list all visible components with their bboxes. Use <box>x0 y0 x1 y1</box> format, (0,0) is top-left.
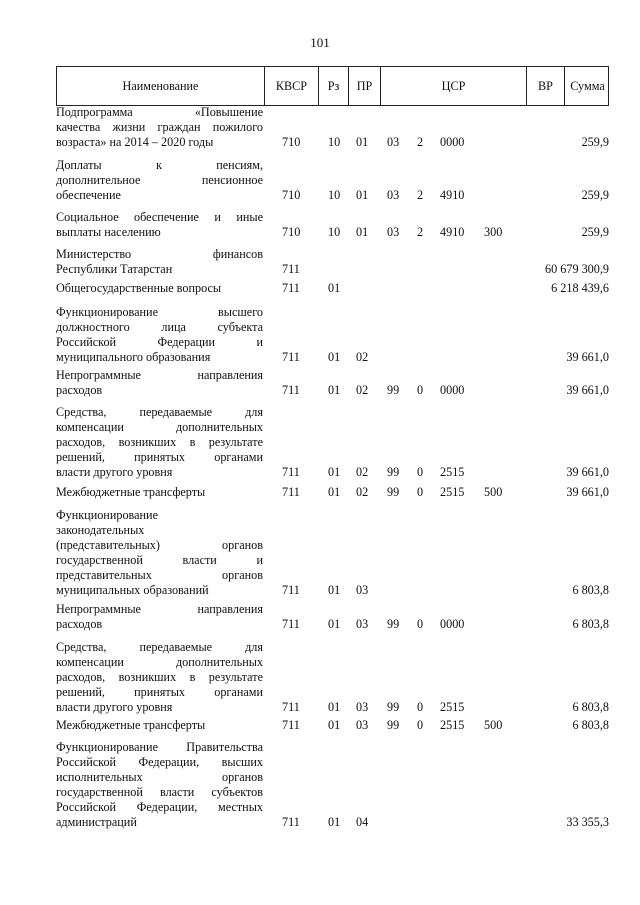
row-name-line: муниципального образования <box>56 350 211 364</box>
row-sum: 259,9 <box>581 135 609 149</box>
table-row <box>56 405 609 480</box>
row-name <box>56 368 263 398</box>
row-name-line: компенсации дополнительных <box>56 420 263 434</box>
row-sum: 39 661,0 <box>566 485 609 499</box>
row-name-line: Функционирование <box>56 508 158 522</box>
row-name-line: компенсации дополнительных <box>56 655 263 669</box>
table-row <box>56 602 609 632</box>
row-name-line: Российской Федерации, местных <box>56 800 263 814</box>
row-pr: 03 <box>356 617 369 631</box>
row-sum: 6 218 439,6 <box>551 281 609 295</box>
row-csr-direction: 0000 <box>440 383 465 397</box>
row-name <box>56 405 263 480</box>
row-kvsr: 711 <box>282 718 300 732</box>
row-sum: 33 355,3 <box>566 815 609 829</box>
row-name-line: власти другого уровня <box>56 700 173 714</box>
row-rz: 01 <box>328 583 341 597</box>
row-name-line: (представительных) органов <box>56 538 263 552</box>
row-name-line: представительных органов <box>56 568 263 582</box>
table-row <box>56 281 609 296</box>
row-sum: 39 661,0 <box>566 383 609 397</box>
row-name-line: Непрограммные направления <box>56 602 263 616</box>
row-csr-subprogram: 2 <box>417 225 424 239</box>
row-csr-direction: 4910 <box>440 225 465 239</box>
row-csr-subprogram: 0 <box>417 700 424 714</box>
row-name-line: Функционирование высшего <box>56 305 263 319</box>
row-name-line: Средства, передаваемые для <box>56 640 263 654</box>
row-rz: 10 <box>328 188 341 202</box>
row-kvsr: 710 <box>282 188 301 202</box>
row-csr-program: 03 <box>387 135 400 149</box>
table-row <box>56 158 609 203</box>
row-rz: 01 <box>328 700 341 714</box>
row-kvsr: 710 <box>282 225 301 239</box>
row-name <box>56 105 263 150</box>
row-rz: 10 <box>328 225 341 239</box>
header-pr: ПР <box>349 67 381 105</box>
row-name-line: власти другого уровня <box>56 465 173 479</box>
row-name-line: обеспечение <box>56 188 121 202</box>
row-kvsr: 711 <box>282 617 300 631</box>
row-csr-direction: 0000 <box>440 617 465 631</box>
header-sum: Сумма <box>570 79 605 93</box>
row-csr-program: 99 <box>387 485 400 499</box>
row-csr-program: 99 <box>387 718 400 732</box>
row-name-line: Функционирование Правительства <box>56 740 263 754</box>
row-name-line: дополнительное пенсионное <box>56 173 263 187</box>
row-pr: 04 <box>356 815 369 829</box>
row-name <box>56 158 263 203</box>
row-name-line: Межбюджетные трансферты <box>56 718 206 732</box>
row-csr-subprogram: 0 <box>417 485 424 499</box>
row-name-line: решений, принятых органами <box>56 685 263 699</box>
row-csr-subprogram: 0 <box>417 617 424 631</box>
row-name <box>56 210 263 240</box>
row-name <box>56 508 263 598</box>
row-csr-direction: 4910 <box>440 188 465 202</box>
row-name-line: Непрограммные направления <box>56 368 263 382</box>
row-kvsr: 711 <box>282 350 300 364</box>
row-csr-subprogram: 2 <box>417 188 424 202</box>
row-pr: 03 <box>356 700 369 714</box>
row-csr-program: 03 <box>387 188 400 202</box>
row-name-line: Министерство финансов <box>56 247 263 261</box>
row-csr-direction: 2515 <box>440 718 465 732</box>
row-csr-program: 99 <box>387 617 400 631</box>
row-rz: 01 <box>328 465 341 479</box>
row-name-line: государственной власти субъектов <box>56 785 263 799</box>
row-pr: 01 <box>356 225 369 239</box>
row-csr-program: 03 <box>387 225 400 239</box>
row-name-line: решений, принятых органами <box>56 450 263 464</box>
table-row <box>56 485 609 500</box>
table-row <box>56 640 609 715</box>
row-name-line: выплаты населению <box>56 225 161 239</box>
table-row <box>56 718 609 733</box>
row-kvsr: 711 <box>282 465 300 479</box>
row-kvsr: 711 <box>282 815 300 829</box>
row-name-line: Межбюджетные трансферты <box>56 485 206 499</box>
row-sum: 39 661,0 <box>566 465 609 479</box>
row-vr: 300 <box>484 225 503 239</box>
row-rz: 01 <box>328 383 341 397</box>
row-name <box>56 740 263 830</box>
row-sum: 6 803,8 <box>572 583 609 597</box>
row-rz: 01 <box>328 617 341 631</box>
row-pr: 01 <box>356 188 369 202</box>
row-name-line: исполнительных органов <box>56 770 263 784</box>
table-row <box>56 368 609 398</box>
row-csr-program: 99 <box>387 465 400 479</box>
row-name <box>56 485 263 500</box>
row-name-line: расходов <box>56 383 103 397</box>
row-csr-subprogram: 0 <box>417 718 424 732</box>
row-csr-program: 99 <box>387 700 400 714</box>
row-kvsr: 711 <box>282 583 300 597</box>
row-sum: 259,9 <box>581 225 609 239</box>
header-name: Наименование <box>57 67 265 105</box>
row-kvsr: 711 <box>282 485 300 499</box>
row-sum: 39 661,0 <box>566 350 609 364</box>
page-number: 101 <box>310 35 330 50</box>
header-csr: ЦСР <box>381 67 527 105</box>
row-name-line: должностного лица субъекта <box>56 320 263 334</box>
row-kvsr: 711 <box>282 383 300 397</box>
row-pr: 03 <box>356 718 369 732</box>
row-sum: 259,9 <box>581 188 609 202</box>
row-pr: 02 <box>356 465 369 479</box>
row-name-line: Доплаты к пенсиям, <box>56 158 263 172</box>
row-csr-program: 99 <box>387 383 400 397</box>
row-name-line: Российской Федерации, высших <box>56 755 263 769</box>
row-sum: 6 803,8 <box>572 718 609 732</box>
row-sum: 60 679 300,9 <box>545 262 609 276</box>
row-sum: 6 803,8 <box>572 617 609 631</box>
row-rz: 01 <box>328 350 341 364</box>
row-pr: 02 <box>356 485 369 499</box>
table-row <box>56 247 609 277</box>
row-csr-subprogram: 2 <box>417 135 424 149</box>
row-name <box>56 602 263 632</box>
row-name-line: расходов <box>56 617 103 631</box>
row-csr-subprogram: 0 <box>417 465 424 479</box>
row-name-line: муниципальных образований <box>56 583 209 597</box>
row-kvsr: 711 <box>282 262 300 276</box>
header-kvsr: КВСР <box>265 67 319 105</box>
table-header <box>56 66 609 106</box>
row-kvsr: 711 <box>282 281 300 295</box>
row-csr-direction: 0000 <box>440 135 465 149</box>
table-row <box>56 210 609 240</box>
table-row <box>56 508 609 598</box>
row-rz: 01 <box>328 718 341 732</box>
row-name-line: Средства, передаваемые для <box>56 405 263 419</box>
row-name-line: законодательных <box>56 523 145 537</box>
row-pr: 01 <box>356 135 369 149</box>
row-name <box>56 305 263 365</box>
row-csr-subprogram: 0 <box>417 383 424 397</box>
row-rz: 01 <box>328 815 341 829</box>
row-name-line: Российской Федерации и <box>56 335 263 349</box>
row-pr: 02 <box>356 383 369 397</box>
row-csr-direction: 2515 <box>440 485 465 499</box>
row-name <box>56 281 263 296</box>
row-name-line: расходов, возникших в результате <box>56 435 263 449</box>
row-csr-direction: 2515 <box>440 700 465 714</box>
row-name-line: качества жизни граждан пожилого <box>56 120 263 134</box>
row-rz: 10 <box>328 135 341 149</box>
row-rz: 01 <box>328 485 341 499</box>
row-rz: 01 <box>328 281 341 295</box>
row-name-line: Республики Татарстан <box>56 262 173 276</box>
table-row <box>56 740 609 830</box>
row-kvsr: 710 <box>282 135 301 149</box>
table-row <box>56 105 609 150</box>
row-name <box>56 640 263 715</box>
row-sum: 6 803,8 <box>572 700 609 714</box>
row-csr-direction: 2515 <box>440 465 465 479</box>
row-name-line: возраста» на 2014 – 2020 годы <box>56 135 214 149</box>
row-name <box>56 247 263 277</box>
row-name-line: Подпрограмма «Повышение <box>56 105 263 119</box>
row-name-line: государственной власти и <box>56 553 263 567</box>
row-name <box>56 718 263 733</box>
row-kvsr: 711 <box>282 700 300 714</box>
row-name-line: расходов, возникших в результате <box>56 670 263 684</box>
row-pr: 03 <box>356 583 369 597</box>
table-row <box>56 305 609 365</box>
row-vr: 500 <box>484 485 503 499</box>
row-vr: 500 <box>484 718 503 732</box>
row-pr: 02 <box>356 350 369 364</box>
row-name-line: администраций <box>56 815 137 829</box>
row-name-line: Общегосударственные вопросы <box>56 281 222 295</box>
header-vr: ВР <box>527 67 565 105</box>
header-rz: Рз <box>319 67 349 105</box>
row-name-line: Социальное обеспечение и иные <box>56 210 263 224</box>
